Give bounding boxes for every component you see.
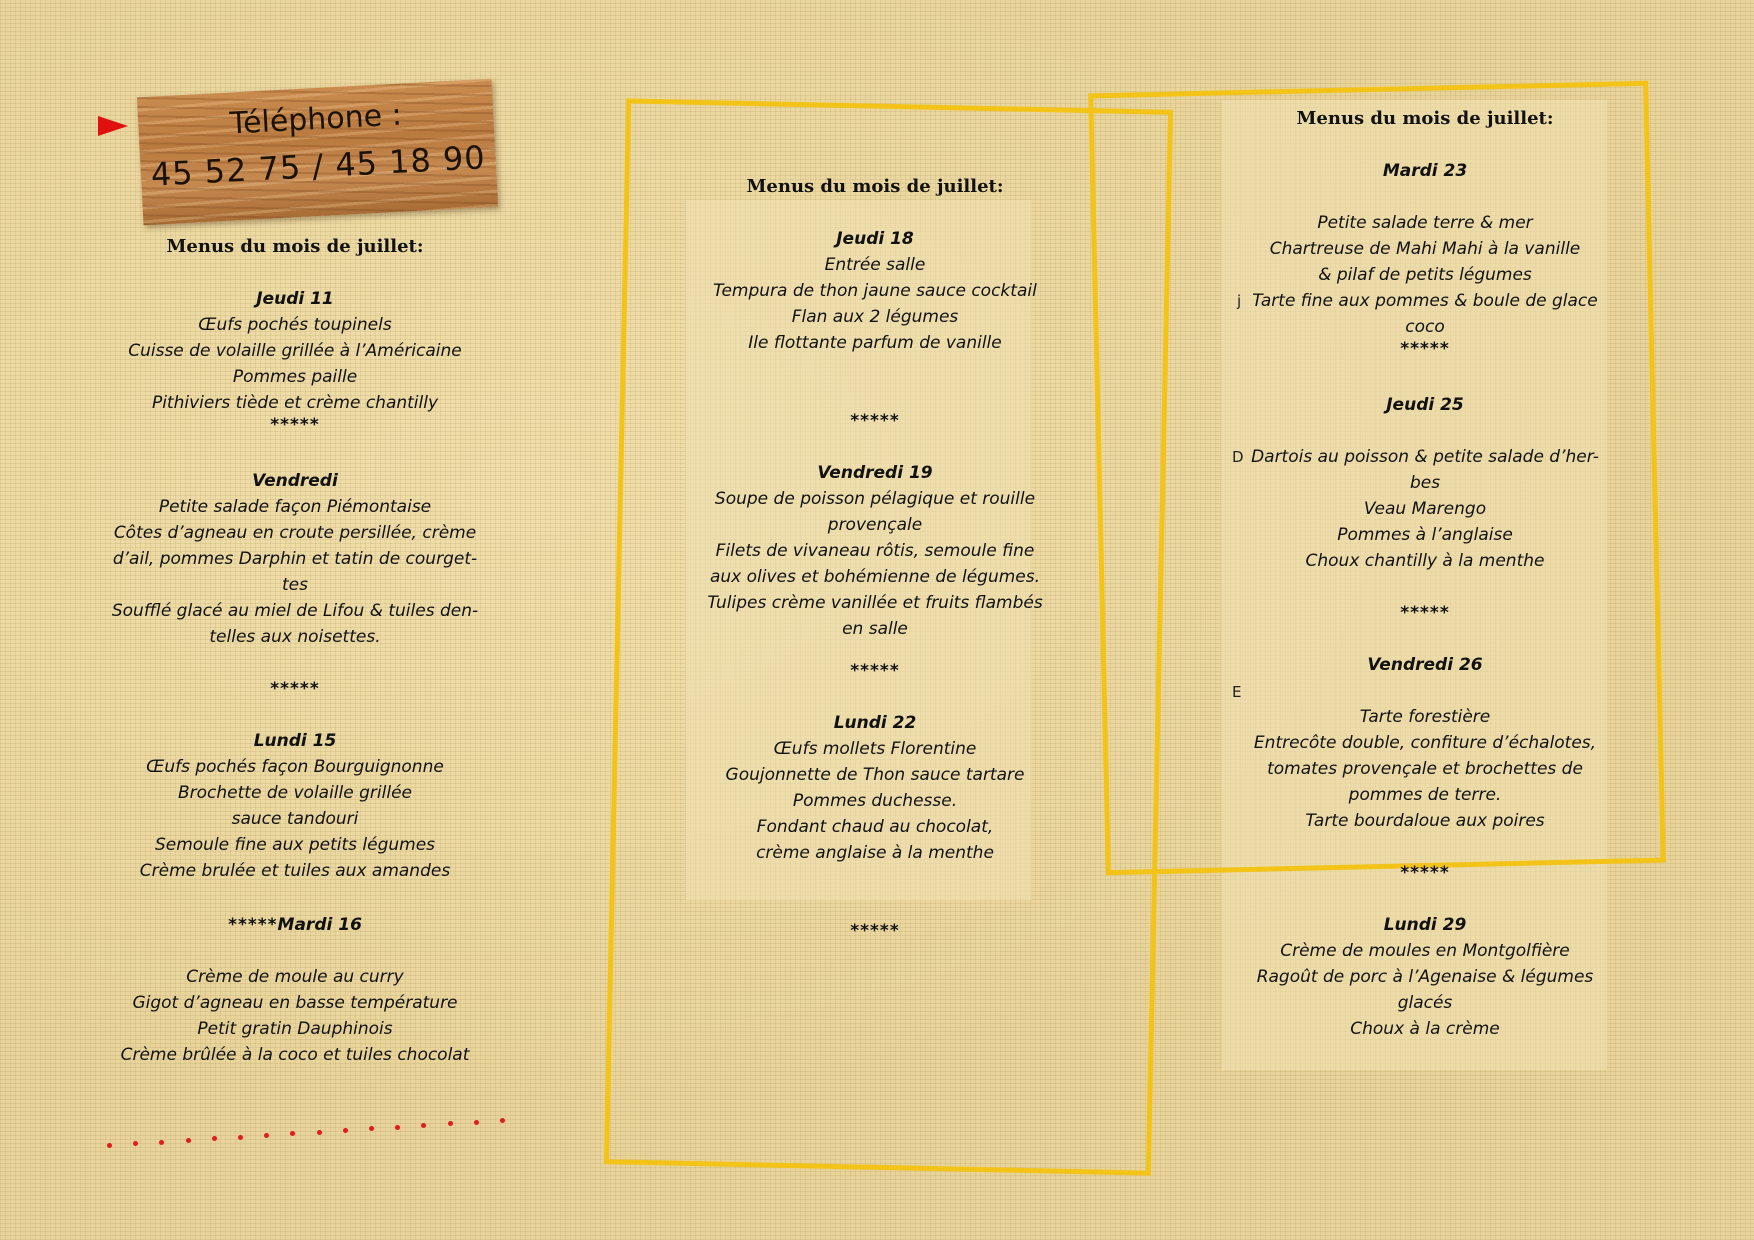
menu-line: Crème brûlée à la coco et tuiles chocolat [120,1045,470,1065]
menu-line: en salle [842,619,908,639]
menu-title: Menus du mois de juillet: [166,236,424,257]
menu-line: Tulipes crème vanillée et fruits flambés [707,593,1043,613]
menu-line: Brochette de volaille grillée [178,783,412,803]
menu-line: provençale [827,515,923,535]
red-dot [474,1120,479,1125]
menu-day: Vendredi 19 [817,463,933,483]
menu-line: Tarte bourdaloue aux poires [1305,811,1545,831]
menu-line: Soupe de poisson pélagique et rouille [714,489,1036,509]
menu-separator: ***** [270,679,320,699]
menu-line: Cuisse de volaille grillée à l’Américaine [128,341,462,361]
menu-separator: ***** [850,411,900,431]
menu-line: Ragoût de porc à l’Agenaise & légumes [1256,967,1594,987]
red-dot [264,1133,269,1138]
menu-line: aux olives et bohémienne de légumes. [709,567,1041,587]
menu-line: Goujonnette de Thon sauce tartare [725,765,1025,785]
menu-line: tes [282,575,308,595]
red-dot [343,1128,348,1133]
menu-line: Fondant chaud au chocolat, [756,817,994,837]
menu-day: Mardi 16 [277,915,362,935]
red-arrow-icon [98,116,128,136]
red-dot [212,1136,217,1141]
menu-line: crème anglaise à la menthe [756,843,994,863]
red-dot [133,1141,138,1146]
red-dot [448,1121,453,1126]
menu-line: Crème brulée et tuiles aux amandes [139,861,451,881]
red-dot [317,1130,322,1135]
menu-line: & pilaf de petits légumes [1318,265,1532,285]
menu-line: Tempura de thon jaune sauce cocktail [713,281,1037,301]
menu-line: Pommes paille [232,367,358,387]
menu-line: glacés [1397,993,1453,1013]
phone-numbers: 45 52 75 / 45 18 90 [149,138,487,194]
red-dot [500,1118,505,1123]
red-dot [421,1123,426,1128]
menu-column-2 [665,174,1085,944]
menu-line: Chartreuse de Mahi Mahi à la vanille [1269,239,1581,259]
menu-separator: ***** [1400,603,1450,623]
menu-separator: ***** [228,915,278,935]
menu-line: Petite salade façon Piémontaise [158,497,432,517]
red-dot [369,1126,374,1131]
menu-day: Lundi 22 [833,713,917,733]
menu-line: Œufs pochés façon Bourguignonne [146,757,444,777]
menu-line: Pithiviers tiède et crème chantilly [151,393,439,413]
menu-day: Vendredi 26 [1367,655,1483,675]
menu-line: pommes de terre. [1348,785,1502,805]
menu-line: Pommes à l’anglaise [1337,525,1513,545]
menu-line: Œufs mollets Florentine [773,739,977,759]
menu-separator: ***** [850,661,900,681]
menu-day: Vendredi [252,471,338,491]
menu-line: Crème de moules en Montgolfière [1280,941,1570,961]
menu-line: Veau Marengo [1363,499,1487,519]
stray-mark: E [1232,683,1242,701]
menu-line: Côtes d’agneau en croute persillée, crème [113,523,477,543]
red-dot [186,1138,191,1143]
menu-line: Crème de moule au curry [186,967,404,987]
menu-day: Jeudi 25 [1386,395,1464,415]
menu-line: Choux chantilly à la menthe [1305,551,1545,571]
menu-line: Gigot d’agneau en basse température [132,993,458,1013]
menu-line: Entrecôte double, confiture d’échalotes, [1253,733,1597,753]
red-dot [290,1131,295,1136]
menu-title: Menus du mois de juillet: [746,176,1004,197]
menu-line: Petite salade terre & mer [1317,213,1533,233]
menu-line: Filets de vivaneau rôtis, semoule fine [715,541,1035,561]
menu-title: Menus du mois de juillet: [1296,108,1554,129]
menu-line: Entrée salle [824,255,926,275]
menu-day: Lundi 15 [253,731,337,751]
menu-day: Mardi 23 [1382,161,1468,181]
menu-line: Tarte fine aux pommes & boule de glace [1252,291,1598,311]
stray-mark: j [1237,292,1242,310]
menu-line: sauce tandouri [231,809,359,829]
menu-line: Tarte forestière [1359,707,1491,727]
menu-line: Petit gratin Dauphinois [197,1019,393,1039]
menu-separator: ***** [1400,339,1450,359]
menu-line: d’ail, pommes Darphin et tatin de courget- [112,549,478,569]
menu-separator: ***** [1400,863,1450,883]
menu-column-1 [95,234,495,1068]
menu-line: telles aux noisettes. [209,627,381,647]
menu-line: coco [1405,317,1445,337]
menu-line: Pommes duchesse. [792,791,958,811]
menu-line: bes [1409,473,1441,493]
menu-column-3 [1225,106,1625,1042]
stray-mark: D [1232,448,1244,466]
menu-line: Semoule fine aux petits légumes [154,835,436,855]
menu-line: Ile flottante parfum de vanille [748,333,1002,353]
red-dot [107,1143,112,1148]
menu-day: Jeudi 11 [256,289,334,309]
menu-separator: ***** [270,415,320,435]
menu-line: tomates provençale et brochettes de [1267,759,1583,779]
phone-label: Téléphone : [228,97,403,142]
phone-wood-sign [137,79,498,225]
red-dot [159,1140,164,1145]
red-dot [238,1135,243,1140]
menu-line: Œufs pochés toupinels [198,315,392,335]
menu-day: Lundi 29 [1383,915,1467,935]
menu-separator: ***** [850,921,900,941]
menu-line: Soufflé glacé au miel de Lifou & tuiles den- [111,601,479,621]
menu-line: Dartois au poisson & petite salade d’her- [1251,447,1599,467]
menu-line: Choux à la crème [1350,1019,1500,1039]
menu-line: Flan aux 2 légumes [791,307,959,327]
menu-day: Jeudi 18 [836,229,914,249]
red-dot [395,1125,400,1130]
